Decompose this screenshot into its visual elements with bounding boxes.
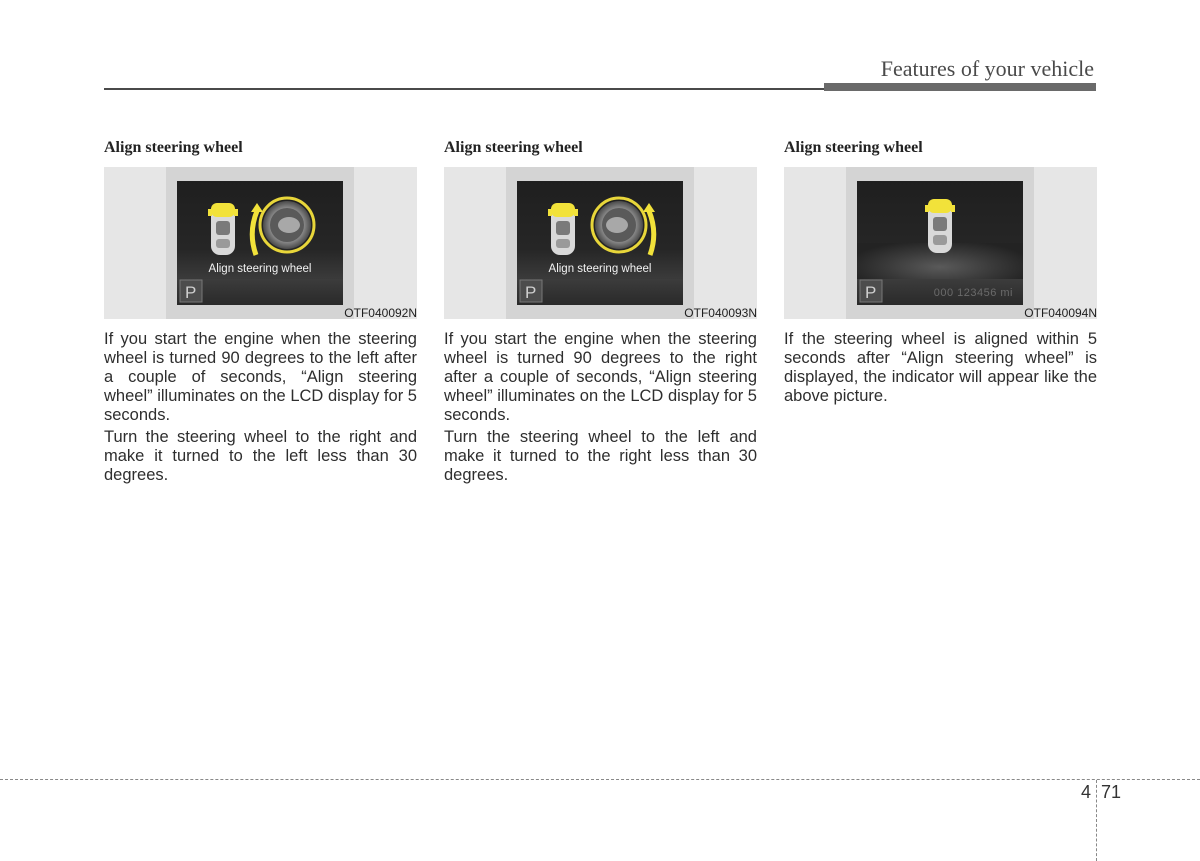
svg-text:P: P xyxy=(525,283,537,302)
car-top-view-icon xyxy=(208,203,238,255)
lcd-figure xyxy=(784,167,1097,319)
column-left-turn xyxy=(104,138,417,485)
lcd-message: Align steering wheel xyxy=(208,263,312,275)
lcd-display xyxy=(177,181,343,305)
figure-code: OTF040093N xyxy=(684,306,757,320)
header-accent-bar xyxy=(824,83,1096,91)
parking-p-icon xyxy=(179,279,203,303)
header-rule xyxy=(104,88,824,90)
column-aligned xyxy=(784,138,1097,406)
parking-p-icon xyxy=(859,279,883,303)
steering-wheel-icon xyxy=(592,198,646,252)
column-heading: Align steering wheel xyxy=(784,139,923,156)
figure-code: OTF040092N xyxy=(344,306,417,320)
section-title: Features of your vehicle xyxy=(880,56,1094,81)
svg-text:P: P xyxy=(185,283,197,302)
svg-text:P: P xyxy=(865,283,877,302)
figure-code: OTF040094N xyxy=(1024,306,1097,320)
parking-p-icon xyxy=(519,279,543,303)
lcd-figure xyxy=(104,167,417,319)
footer-vertical-dashed-rule xyxy=(1096,780,1097,861)
column-heading: Align steering wheel xyxy=(444,139,583,156)
page-number: 71 xyxy=(1101,782,1122,802)
lcd-display xyxy=(517,181,683,305)
column-heading: Align steering wheel xyxy=(104,139,243,156)
body-paragraph: Turn the steering wheel to the right and make it turned to the left less than 30 degrees. xyxy=(104,428,417,484)
chapter-number: 4 xyxy=(1081,782,1092,802)
steering-wheel-icon xyxy=(260,198,314,252)
body-paragraph: If you start the engine when the steering wheel is turned 90 degrees to the right after a couple of seconds, “Align steering wheel” illuminates on the LCD display for 5 seconds. xyxy=(444,330,757,424)
lcd-figure xyxy=(444,167,757,319)
body-paragraph: If you start the engine when the steering wheel is turned 90 degrees to the left after a couple of seconds, “Align steering wheel” illuminates on the LCD display for 5 seconds. xyxy=(104,330,417,424)
car-top-view-icon xyxy=(925,199,955,253)
lcd-display xyxy=(857,181,1023,305)
lcd-message: Align steering wheel xyxy=(548,263,652,275)
column-right-turn xyxy=(444,138,757,485)
body-paragraph: Turn the steering wheel to the left and make it turned to the right less than 30 degrees. xyxy=(444,428,757,484)
body-paragraph: If the steering wheel is aligned within 5 seconds after “Align steering wheel” is displayed, the indicator will appear like the above picture. xyxy=(784,330,1097,405)
car-top-view-icon xyxy=(548,203,578,255)
footer-dashed-rule xyxy=(0,779,1200,780)
odometer-readout: 000 123456 mi xyxy=(933,287,1013,299)
